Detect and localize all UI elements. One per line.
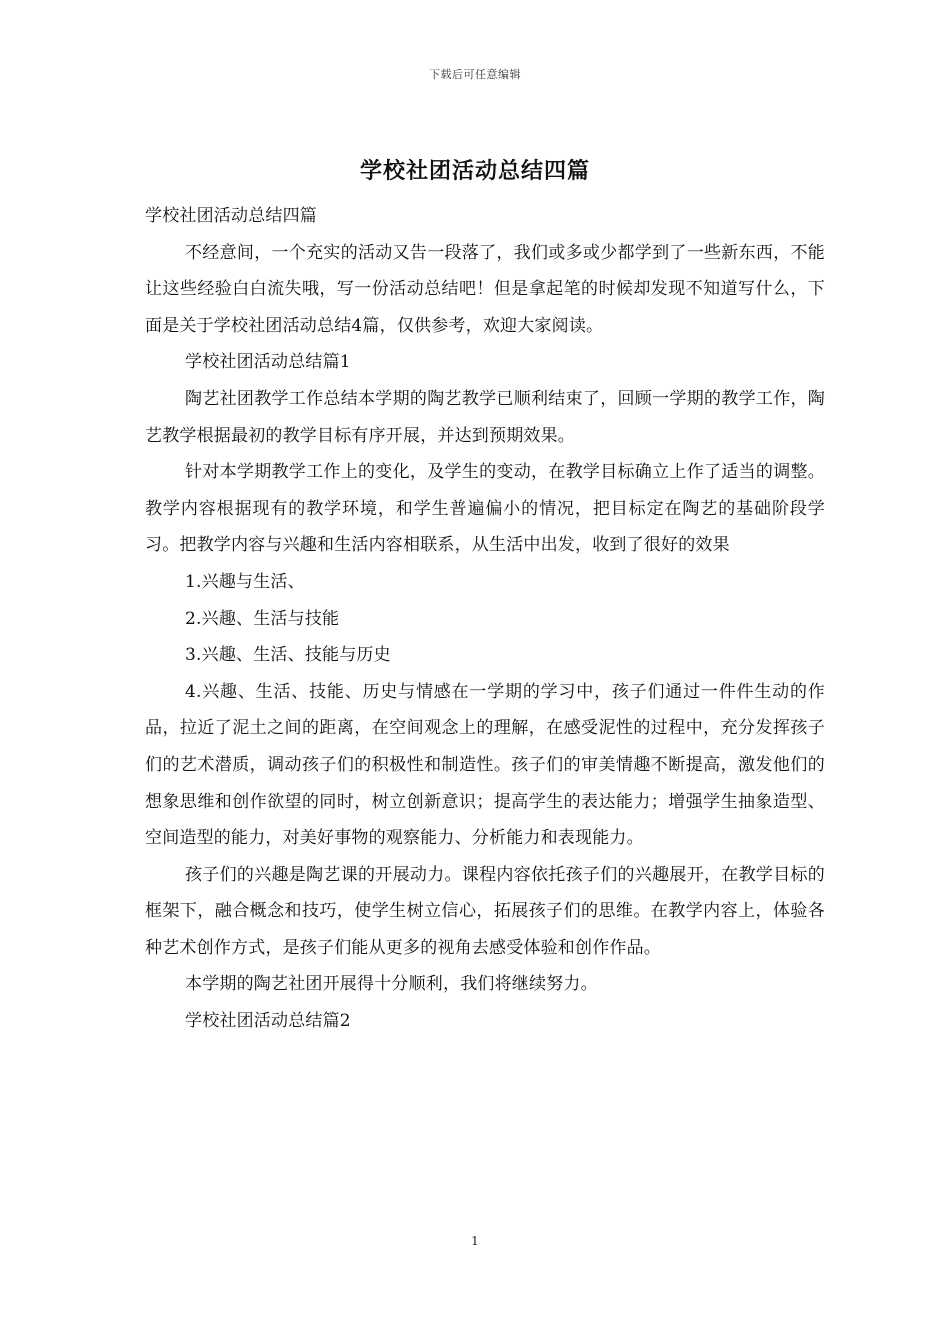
section-heading-2: 学校社团活动总结篇2 [185,1011,351,1032]
section1-paragraph-3: 孩子们的兴趣是陶艺课的开展动力。课程内容依托孩子们的兴趣展开，在教学目标的框架下，融合概念和技巧，使学生树立信心，拓展孩子们的思维。在教学内容上，体验各种艺术创作方式，是孩子们能从更多的视角去感受体验和创作作品。 [145,864,825,958]
document-title: 学校社团活动总结四篇 [359,158,590,184]
header-note: 下载后可任意编辑 [429,68,521,81]
list-item: 3.兴趣、生活、技能与历史 [185,645,391,666]
section-heading-1: 学校社团活动总结篇1 [185,352,351,373]
list-item: 4.兴趣、生活、技能、历史与情感在一学期的学习中，孩子们通过一件件生动的作品，拉近了泥土之间的距离，在空间观念上的理解，在感受泥性的过程中，充分发挥孩子们的艺术潜质，调动孩子们的积极性和制造性。孩子们的审美情趣不断提高，激发他们的想象思维和创作欲望的同时，树立创新意识；提高学生的表达能力；增强学生抽象造型、空间造型的能力，对美好事物的观察能力、分析能力和表现能力。 [145,681,825,849]
section1-paragraph-4: 本学期的陶艺社团开展得十分顺利，我们将继续努力。 [185,974,598,995]
section1-paragraph-1: 陶艺社团教学工作总结本学期的陶艺教学已顺利结束了，回顾一学期的教学工作，陶艺教学根据最初的教学目标有序开展，并达到预期效果。 [145,388,825,446]
list-item: 1.兴趣与生活、 [185,571,305,592]
intro-paragraph: 不经意间，一个充实的活动又告一段落了，我们或多或少都学到了一些新东西，不能让这些经验白白流失哦，写一份活动总结吧！但是拿起笔的时候却发现不知道写什么，下面是关于学校社团活动总结4篇，仅供参考，欢迎大家阅读。 [145,242,825,336]
list-item: 2.兴趣、生活与技能 [185,608,340,629]
document-body [145,198,825,1040]
subtitle-line: 学校社团活动总结四篇 [145,206,317,226]
page-number: 1 [471,1234,479,1248]
section1-paragraph-2: 针对本学期教学工作上的变化，及学生的变动，在教学目标确立上作了适当的调整。教学内容根据现有的教学环境，和学生普遍偏小的情况，把目标定在陶艺的基础阶段学习。把教学内容与兴趣和生活内容相联系，从生活中出发，收到了很好的效果 [145,462,825,556]
